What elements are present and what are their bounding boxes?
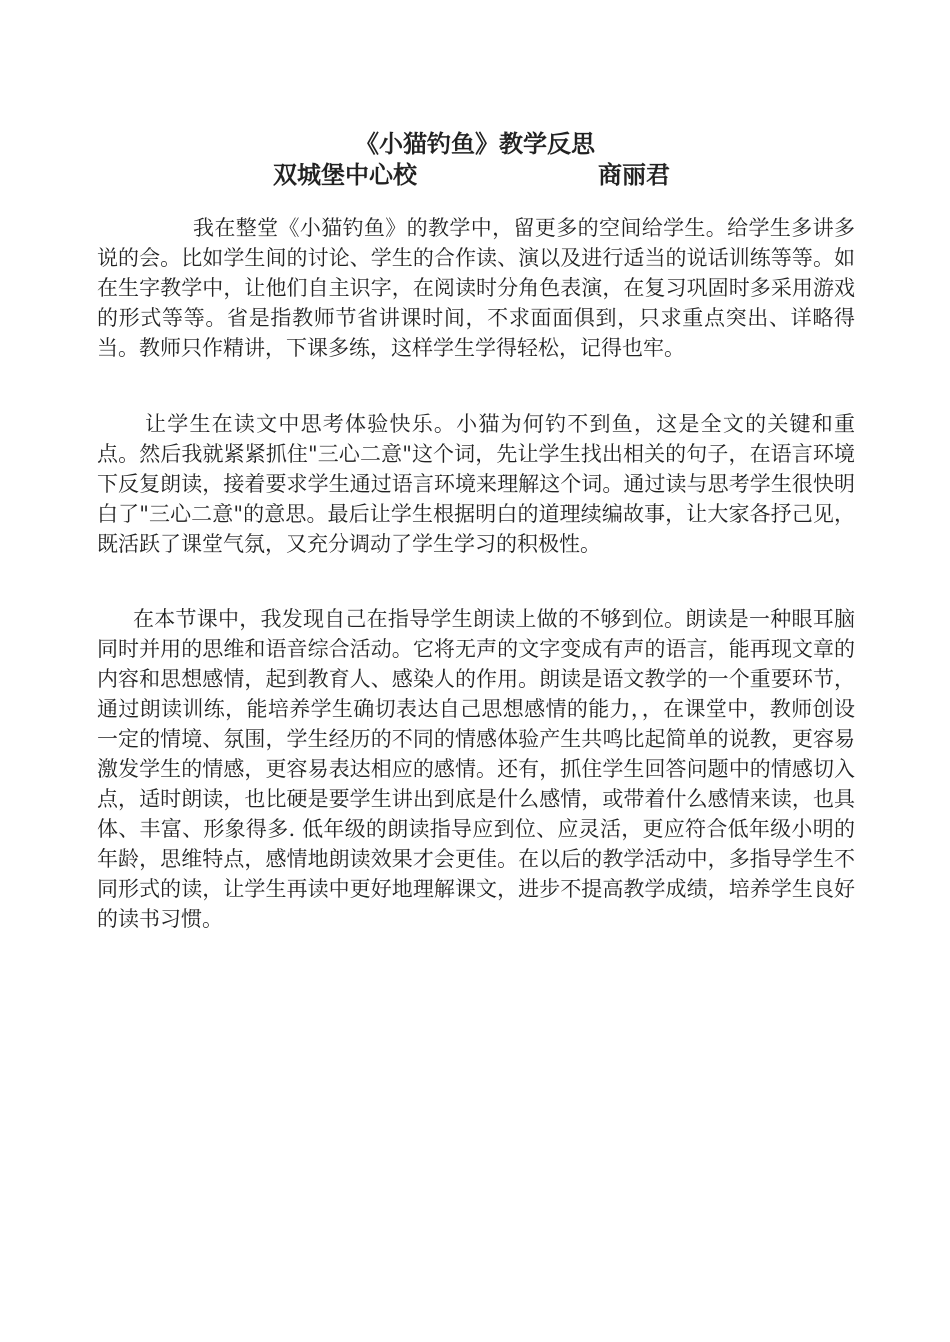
paragraph-3: 在本节课中，我发现自己在指导学生朗读上做的不够到位。朗读是一种眼耳脑同时并用的思维和语音综合活动。它将无声的文字变成有声的语言，能再现文章的内容和思想感情，起到教育人、感染人的作用。朗读是语文教学的一个重要环节，通过朗读训练，能培养学生确切表达自己思想感情的能力，，在课堂中，教师创设一定的情境、氛围，学生经历的不同的情感体验产生共鸣比起简单的说教，更容易激发学生的情感，更容易表达相应的感情。还有，抓住学生回答问题中的情感切入点，适时朗读，也比硬是要学生讲出到底是什么感情，或带着什么感情来读，也具体、丰富、形象得多. 低年级的朗读指导应到位、应灵活，更应符合低年级小明的年龄，思维特点，感情地朗读效果才会更佳。在以后的教学活动中，多指导学生不同形式的读，让学生再读中更好地理解课文，进步不提高教学成绩，培养学生良好的读书习惯。 — [97, 607, 855, 931]
byline — [0, 158, 950, 192]
paragraph-2: 让学生在读文中思考体验快乐。小猫为何钓不到鱼，这是全文的关键和重点。然后我就紧紧抓住"三心二意"这个词，先让学生找出相关的句子，在语言环境下反复朗读，接着要求学生通过语言环境来理解这个词。通过读与思考学生很快明白了"三心二意"的意思。最后让学生根据明白的道理续编故事，让大家各抒己见，既活跃了课堂气氛，又充分调动了学生学习的积极性。 — [97, 412, 855, 556]
paragraph-1: 我在整堂《小猫钓鱼》的教学中，留更多的空间给学生。给学生多讲多说的会。比如学生间的讨论、学生的合作读、演以及进行适当的说话训练等等。如在生字教学中，让他们自主识字，在阅读时分角色表演，在复习巩固时多采用游戏的形式等等。省是指教师节省讲课时间，不求面面俱到，只求重点突出、详略得当。教师只作精讲，下课多练，这样学生学得轻松，记得也牢。 — [97, 216, 855, 360]
school-name: 双城堡中心校 — [273, 160, 417, 189]
author-name: 商丽君 — [598, 160, 670, 189]
document-title: 《小猫钓鱼》教学反思 — [355, 129, 595, 158]
